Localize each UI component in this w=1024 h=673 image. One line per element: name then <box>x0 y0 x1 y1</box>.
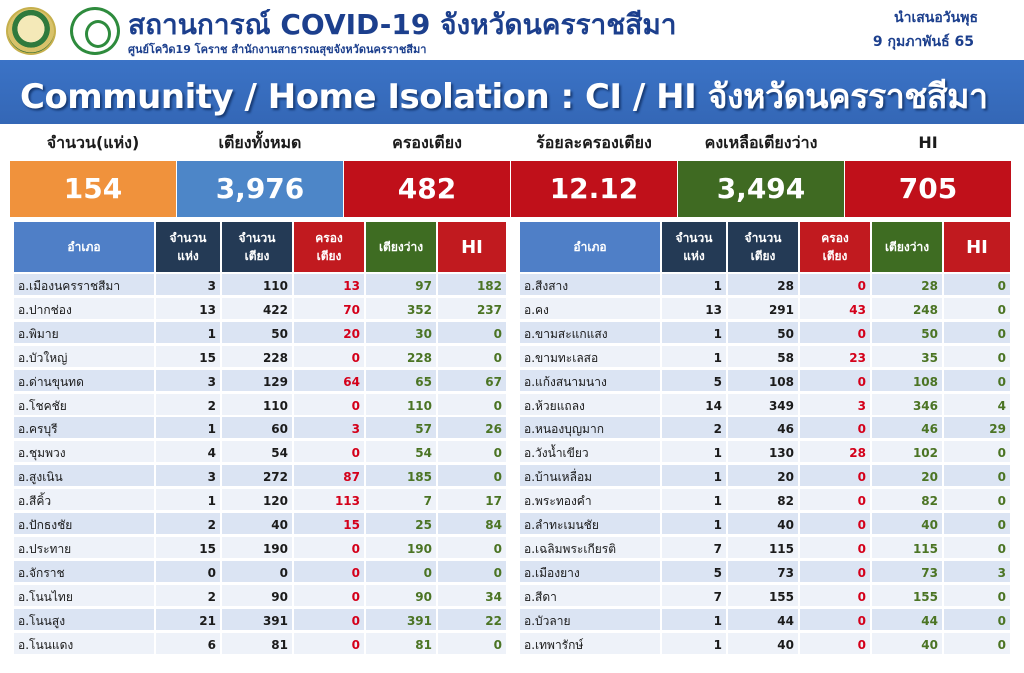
table-row <box>14 465 506 488</box>
cell-units: 7 <box>662 585 726 606</box>
table-row <box>14 417 506 440</box>
cell-hi: 0 <box>438 537 506 558</box>
cell-hi: 0 <box>944 441 1010 462</box>
cell-hi: 34 <box>438 585 506 606</box>
cell-available: 44 <box>872 609 942 630</box>
summary-units <box>10 124 176 217</box>
cell-name: อ.เทพารักษ์ <box>520 633 660 654</box>
cell-available: 81 <box>366 633 436 654</box>
cell-occupied: 20 <box>294 322 364 343</box>
cell-occupied: 15 <box>294 513 364 534</box>
cell-beds: 46 <box>728 417 798 438</box>
cell-name: อ.จักราช <box>14 561 154 582</box>
cell-name: อ.โนนสูง <box>14 609 154 630</box>
cell-hi: 3 <box>944 561 1010 582</box>
cell-hi: 0 <box>944 322 1010 343</box>
cell-hi: 17 <box>438 489 506 510</box>
title-banner <box>0 60 1024 124</box>
cell-name: อ.คง <box>520 298 660 319</box>
cell-name: อ.ห้วยแถลง <box>520 394 660 415</box>
cell-name: อ.ลำทะเมนชัย <box>520 513 660 534</box>
table-row <box>520 561 1010 584</box>
header-district: อำเภอ <box>520 222 660 272</box>
cell-name: อ.เมืองนครราชสีมา <box>14 274 154 295</box>
cell-name: อ.แก้งสนามนาง <box>520 370 660 391</box>
cell-occupied: 0 <box>294 346 364 367</box>
cell-units: 3 <box>156 370 220 391</box>
cell-units: 2 <box>156 394 220 415</box>
table-row <box>520 465 1010 488</box>
cell-occupied: 87 <box>294 465 364 486</box>
cell-available: 28 <box>872 274 942 295</box>
cell-name: อ.สีคิ้ว <box>14 489 154 510</box>
cell-occupied: 13 <box>294 274 364 295</box>
cell-occupied: 0 <box>800 274 870 295</box>
header-beds: จำนวน เตียง <box>728 222 798 272</box>
cell-hi: 0 <box>944 274 1010 295</box>
cell-hi: 29 <box>944 417 1010 438</box>
cell-hi: 0 <box>438 441 506 462</box>
banner-title: Community / Home Isolation : CI / HI จังหวัดนครราชสีมา <box>20 77 988 117</box>
cell-units: 21 <box>156 609 220 630</box>
cell-hi: 0 <box>438 633 506 654</box>
cell-occupied: 0 <box>294 441 364 462</box>
table-row <box>520 298 1010 321</box>
cell-name: อ.เฉลิมพระเกียรติ <box>520 537 660 558</box>
provincial-seal-logo <box>6 7 56 55</box>
cell-available: 190 <box>366 537 436 558</box>
cell-beds: 82 <box>728 489 798 510</box>
cell-available: 7 <box>366 489 436 510</box>
summary-label: เตียงทั้งหมด <box>177 124 343 161</box>
cell-units: 2 <box>156 585 220 606</box>
summary-label: ร้อยละครองเตียง <box>511 124 677 161</box>
cell-units: 5 <box>662 561 726 582</box>
cell-hi: 0 <box>438 465 506 486</box>
cell-name: อ.สีดา <box>520 585 660 606</box>
cell-hi: 0 <box>944 465 1010 486</box>
cell-occupied: 0 <box>294 561 364 582</box>
summary-occupied-beds <box>344 124 510 217</box>
cell-units: 1 <box>156 417 220 438</box>
cell-units: 7 <box>662 537 726 558</box>
cell-available: 20 <box>872 465 942 486</box>
cell-occupied: 3 <box>800 394 870 415</box>
header-occupied: ครอง เตียง <box>800 222 870 272</box>
table-row <box>14 513 506 536</box>
cell-beds: 58 <box>728 346 798 367</box>
cell-beds: 115 <box>728 537 798 558</box>
cell-occupied: 0 <box>800 489 870 510</box>
table-row <box>14 585 506 608</box>
cell-occupied: 64 <box>294 370 364 391</box>
cell-beds: 73 <box>728 561 798 582</box>
cell-hi: 4 <box>944 394 1010 415</box>
cell-beds: 90 <box>222 585 292 606</box>
header-occupied: ครอง เตียง <box>294 222 364 272</box>
cell-name: อ.วังน้ำเขียว <box>520 441 660 462</box>
cell-hi: 182 <box>438 274 506 295</box>
table-row <box>14 441 506 464</box>
cell-available: 50 <box>872 322 942 343</box>
cell-beds: 50 <box>728 322 798 343</box>
cell-units: 2 <box>156 513 220 534</box>
cell-available: 352 <box>366 298 436 319</box>
cell-hi: 0 <box>944 513 1010 534</box>
cell-name: อ.บัวลาย <box>520 609 660 630</box>
summary-occupancy-percent <box>511 124 677 217</box>
summary-value: 705 <box>845 161 1011 217</box>
cell-beds: 108 <box>728 370 798 391</box>
cell-available: 155 <box>872 585 942 606</box>
cell-occupied: 0 <box>800 609 870 630</box>
cell-occupied: 0 <box>294 585 364 606</box>
cell-hi: 0 <box>944 370 1010 391</box>
cell-hi: 67 <box>438 370 506 391</box>
cell-beds: 40 <box>728 513 798 534</box>
cell-beds: 40 <box>728 633 798 654</box>
page-subtitle: ศูนย์โควิด19 โคราช สำนักงานสาธารณสุขจังหวัดนครราชสีมา <box>128 43 427 56</box>
cell-units: 14 <box>662 394 726 415</box>
cell-units: 1 <box>662 274 726 295</box>
table-row <box>520 441 1010 464</box>
cell-name: อ.ประทาย <box>14 537 154 558</box>
cell-beds: 129 <box>222 370 292 391</box>
cell-hi: 0 <box>944 609 1010 630</box>
table-row <box>520 633 1010 656</box>
summary-value: 154 <box>10 161 176 217</box>
summary-panel <box>10 124 1012 217</box>
cell-beds: 130 <box>728 441 798 462</box>
summary-value: 3,976 <box>177 161 343 217</box>
table-row <box>520 346 1010 369</box>
header-district: อำเภอ <box>14 222 154 272</box>
summary-label: ครองเตียง <box>344 124 510 161</box>
cell-hi: 22 <box>438 609 506 630</box>
cell-units: 6 <box>156 633 220 654</box>
cell-occupied: 0 <box>294 537 364 558</box>
cell-available: 57 <box>366 417 436 438</box>
header-hi: HI <box>944 222 1010 272</box>
cell-occupied: 0 <box>800 417 870 438</box>
cell-beds: 40 <box>222 513 292 534</box>
cell-beds: 120 <box>222 489 292 510</box>
cell-units: 1 <box>662 609 726 630</box>
table-row <box>520 489 1010 512</box>
header-available: เตียงว่าง <box>366 222 436 272</box>
cell-beds: 0 <box>222 561 292 582</box>
table-row <box>520 322 1010 345</box>
cell-units: 15 <box>156 346 220 367</box>
header-units: จำนวน แห่ง <box>662 222 726 272</box>
summary-label: คงเหลือเตียงว่าง <box>678 124 844 161</box>
cell-name: อ.ด่านขุนทด <box>14 370 154 391</box>
cell-available: 391 <box>366 609 436 630</box>
cell-occupied: 0 <box>800 561 870 582</box>
cell-hi: 84 <box>438 513 506 534</box>
cell-units: 5 <box>662 370 726 391</box>
summary-label: HI <box>845 124 1011 161</box>
presentation-day: นำเสนอวันพุธ <box>894 10 978 26</box>
cell-occupied: 43 <box>800 298 870 319</box>
cell-available: 54 <box>366 441 436 462</box>
header-beds: จำนวน เตียง <box>222 222 292 272</box>
cell-name: อ.บัวใหญ่ <box>14 346 154 367</box>
table-row <box>14 274 506 297</box>
header-units: จำนวน แห่ง <box>156 222 220 272</box>
cell-available: 110 <box>366 394 436 415</box>
cell-occupied: 0 <box>800 633 870 654</box>
cell-occupied: 0 <box>800 465 870 486</box>
cell-beds: 155 <box>728 585 798 606</box>
cell-name: อ.หนองบุญมาก <box>520 417 660 438</box>
cell-available: 228 <box>366 346 436 367</box>
cell-occupied: 0 <box>800 585 870 606</box>
table-row <box>520 274 1010 297</box>
cell-occupied: 0 <box>294 633 364 654</box>
table-row <box>520 609 1010 632</box>
cell-units: 1 <box>662 346 726 367</box>
cell-hi: 0 <box>944 489 1010 510</box>
cell-available: 40 <box>872 633 942 654</box>
cell-name: อ.พระทองคำ <box>520 489 660 510</box>
table-row <box>14 633 506 656</box>
cell-available: 346 <box>872 394 942 415</box>
cell-name: อ.ครบุรี <box>14 417 154 438</box>
cell-hi: 237 <box>438 298 506 319</box>
cell-occupied: 0 <box>800 370 870 391</box>
cell-available: 73 <box>872 561 942 582</box>
cell-occupied: 23 <box>800 346 870 367</box>
cell-available: 185 <box>366 465 436 486</box>
cell-hi: 0 <box>438 394 506 415</box>
summary-value: 482 <box>344 161 510 217</box>
cell-units: 1 <box>662 633 726 654</box>
page-header <box>0 0 1024 60</box>
table-row <box>14 489 506 512</box>
table-row <box>520 585 1010 608</box>
cell-hi: 0 <box>944 346 1010 367</box>
summary-value: 3,494 <box>678 161 844 217</box>
cell-beds: 81 <box>222 633 292 654</box>
table-row <box>14 561 506 584</box>
cell-units: 3 <box>156 274 220 295</box>
cell-name: อ.ปักธงชัย <box>14 513 154 534</box>
cell-name: อ.ขามสะแกแสง <box>520 322 660 343</box>
table-row <box>14 537 506 560</box>
cell-available: 40 <box>872 513 942 534</box>
cell-available: 0 <box>366 561 436 582</box>
summary-value: 12.12 <box>511 161 677 217</box>
cell-beds: 44 <box>728 609 798 630</box>
cell-occupied: 0 <box>294 609 364 630</box>
cell-name: อ.สีงสาง <box>520 274 660 295</box>
cell-units: 13 <box>156 298 220 319</box>
cell-available: 46 <box>872 417 942 438</box>
cell-hi: 0 <box>944 298 1010 319</box>
cell-units: 4 <box>156 441 220 462</box>
cell-units: 1 <box>662 489 726 510</box>
cell-units: 1 <box>662 513 726 534</box>
cell-units: 3 <box>156 465 220 486</box>
cell-beds: 272 <box>222 465 292 486</box>
cell-occupied: 28 <box>800 441 870 462</box>
table-row <box>14 370 506 393</box>
cell-units: 1 <box>662 322 726 343</box>
cell-occupied: 113 <box>294 489 364 510</box>
cell-hi: 26 <box>438 417 506 438</box>
cell-hi: 0 <box>944 585 1010 606</box>
cell-available: 248 <box>872 298 942 319</box>
cell-beds: 110 <box>222 394 292 415</box>
cell-beds: 228 <box>222 346 292 367</box>
cell-name: อ.เมืองยาง <box>520 561 660 582</box>
cell-beds: 54 <box>222 441 292 462</box>
cell-units: 1 <box>156 322 220 343</box>
table-row <box>520 394 1010 417</box>
cell-beds: 349 <box>728 394 798 415</box>
cell-available: 25 <box>366 513 436 534</box>
cell-hi: 0 <box>438 561 506 582</box>
cell-hi: 0 <box>944 537 1010 558</box>
cell-occupied: 0 <box>800 322 870 343</box>
cell-units: 2 <box>662 417 726 438</box>
cell-occupied: 0 <box>800 537 870 558</box>
page-title: สถานการณ์ COVID-19 จังหวัดนครราชสีมา <box>128 8 677 41</box>
cell-name: อ.โชคชัย <box>14 394 154 415</box>
table-row <box>520 370 1010 393</box>
cell-available: 108 <box>872 370 942 391</box>
cell-name: อ.บ้านเหลื่อม <box>520 465 660 486</box>
header-hi: HI <box>438 222 506 272</box>
summary-total-beds <box>177 124 343 217</box>
cell-available: 97 <box>366 274 436 295</box>
cell-name: อ.ปากช่อง <box>14 298 154 319</box>
cell-name: อ.ขามทะเลสอ <box>520 346 660 367</box>
cell-hi: 0 <box>944 633 1010 654</box>
summary-available-beds <box>678 124 844 217</box>
cell-units: 15 <box>156 537 220 558</box>
cell-occupied: 0 <box>800 513 870 534</box>
table-row <box>14 394 506 417</box>
table-row <box>520 417 1010 440</box>
cell-occupied: 70 <box>294 298 364 319</box>
cell-name: อ.โนนแดง <box>14 633 154 654</box>
cell-available: 90 <box>366 585 436 606</box>
table-row <box>520 513 1010 536</box>
cell-units: 0 <box>156 561 220 582</box>
cell-beds: 110 <box>222 274 292 295</box>
cell-units: 1 <box>156 489 220 510</box>
ministry-of-public-health-logo <box>70 7 120 55</box>
cell-beds: 291 <box>728 298 798 319</box>
cell-available: 65 <box>366 370 436 391</box>
cell-beds: 60 <box>222 417 292 438</box>
table-row <box>14 298 506 321</box>
cell-name: อ.ชุมพวง <box>14 441 154 462</box>
summary-hi <box>845 124 1011 217</box>
cell-beds: 20 <box>728 465 798 486</box>
table-row <box>14 609 506 632</box>
cell-beds: 422 <box>222 298 292 319</box>
cell-occupied: 0 <box>294 394 364 415</box>
cell-hi: 0 <box>438 322 506 343</box>
cell-available: 102 <box>872 441 942 462</box>
table-row <box>520 537 1010 560</box>
cell-occupied: 3 <box>294 417 364 438</box>
cell-name: อ.สูงเนิน <box>14 465 154 486</box>
summary-label: จำนวน(แห่ง) <box>10 124 176 161</box>
presentation-date: 9 กุมภาพันธ์ 65 <box>872 34 974 50</box>
cell-available: 82 <box>872 489 942 510</box>
cell-units: 13 <box>662 298 726 319</box>
cell-available: 30 <box>366 322 436 343</box>
header-available: เตียงว่าง <box>872 222 942 272</box>
cell-beds: 391 <box>222 609 292 630</box>
cell-available: 35 <box>872 346 942 367</box>
cell-beds: 28 <box>728 274 798 295</box>
cell-beds: 190 <box>222 537 292 558</box>
table-row <box>14 346 506 369</box>
cell-beds: 50 <box>222 322 292 343</box>
cell-available: 115 <box>872 537 942 558</box>
cell-units: 1 <box>662 465 726 486</box>
cell-name: อ.พิมาย <box>14 322 154 343</box>
cell-hi: 0 <box>438 346 506 367</box>
table-row <box>14 322 506 345</box>
cell-units: 1 <box>662 441 726 462</box>
cell-name: อ.โนนไทย <box>14 585 154 606</box>
